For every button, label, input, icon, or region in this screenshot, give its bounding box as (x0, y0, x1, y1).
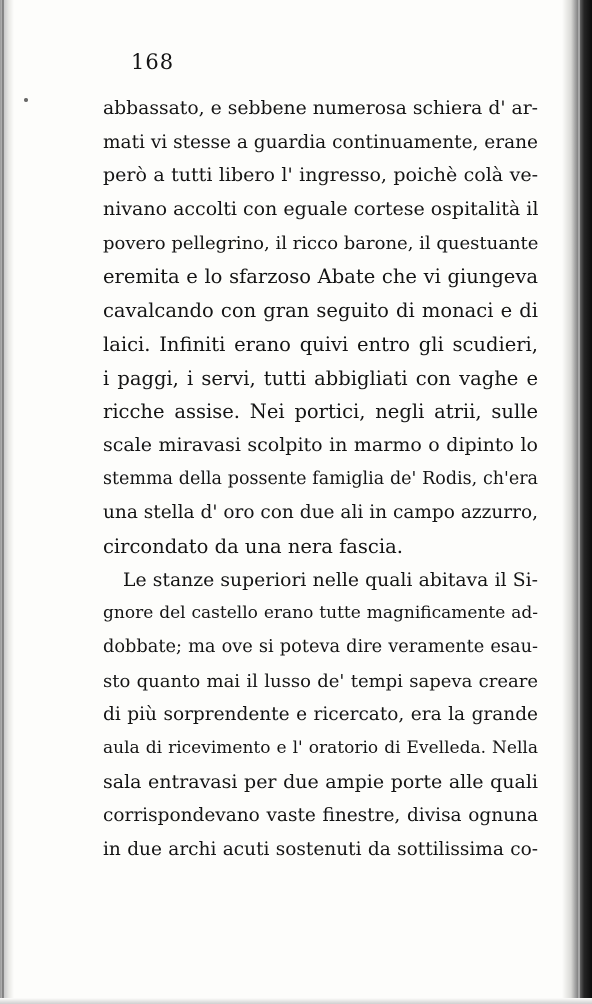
left-edge-line (2, 0, 4, 1004)
text-line: cavalcando con gran seguito di monaci e di (103, 299, 538, 323)
text-line: sto quanto mai il lusso de' tempi sapeva creare (103, 670, 538, 692)
text-line: dobbate; ma ove si poteva dire veramente esau- (103, 637, 538, 657)
bottom-page-edge (0, 998, 592, 1004)
text-line: di più sorprendente e ricercato, era la grande (103, 704, 538, 726)
text-line: mati vi stesse a guardia continuamente, erane (103, 131, 538, 153)
text-line: una stella d' oro con due ali in campo azzurro, (103, 502, 538, 524)
text-line: abbassato, e sebbene numerosa schiera d' ar- (103, 98, 538, 119)
text-line: povero pellegrino, il ricco barone, il questuante (103, 232, 539, 254)
text-line: laici. Infiniti erano quivi entro gli scudieri, (103, 332, 538, 356)
text-line: gnore del castello erano tutte magnificamente ad- (103, 603, 538, 624)
text-line: sala entravasi per due ampie porte alle quali (103, 770, 538, 793)
text-line: in due archi acuti sostenuti da sottilissima co- (103, 839, 538, 861)
text-line: aula di ricevimento e l' oratorio di Evelleda. Nella (103, 738, 538, 759)
text-line: eremita e lo sfarzoso Abate che vi giungeva (103, 265, 538, 289)
book-binding-gutter (562, 0, 592, 1004)
text-line: corrispondevano vaste finestre, divisa ognuna (103, 805, 538, 827)
text-line: circondato da una nera fascia. (103, 534, 403, 558)
body-text (103, 92, 538, 867)
text-line: però a tutti libero l' ingresso, poichè colà ve- (103, 164, 538, 187)
gutter-highlight (578, 0, 580, 1004)
text-line: nivano accolti con eguale cortese ospitalità il (103, 198, 539, 221)
page-number: 168 (131, 50, 175, 74)
text-line: scale miravasi scolpito in marmo o dipinto lo (103, 433, 538, 456)
text-line: i paggi, i servi, tutti abbigliati con vaghe e (103, 366, 538, 390)
text-line: ricche assise. Nei portici, negli atrii, sulle (103, 400, 538, 424)
paper-speck (24, 98, 28, 102)
text-line: stemma della possente famiglia de' Rodis, ch'era (103, 468, 538, 489)
text-line: Le stanze superiori nelle quali abitava il Si- (123, 569, 538, 591)
